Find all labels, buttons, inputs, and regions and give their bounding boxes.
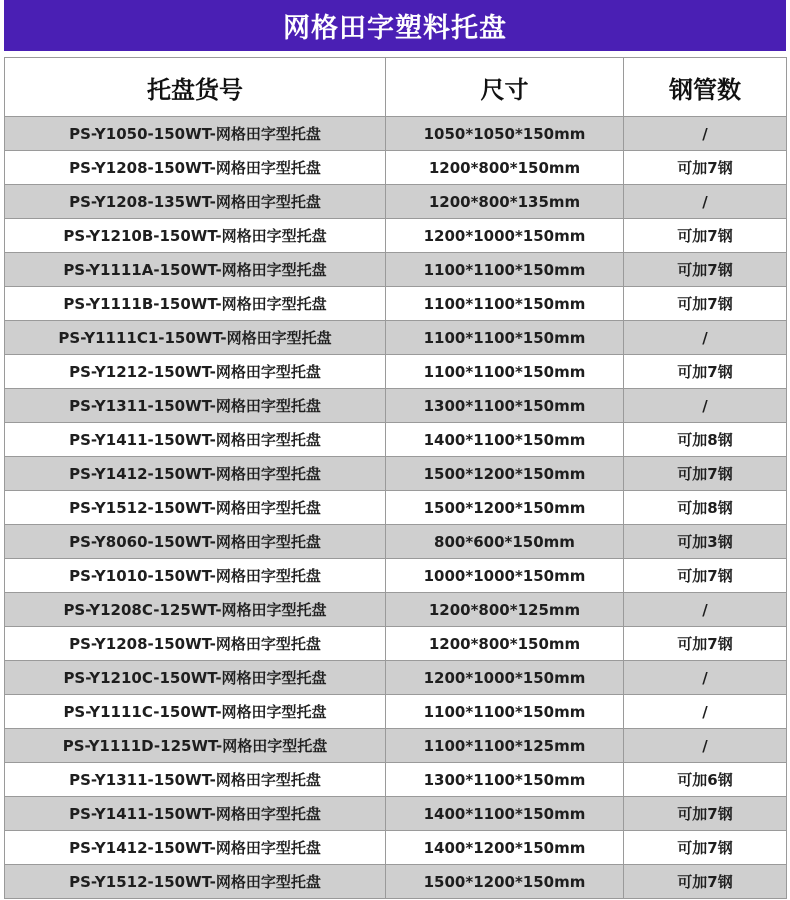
cell-size: 1400*1100*150mm <box>386 797 624 831</box>
cell-size: 1200*1000*150mm <box>386 219 624 253</box>
table-row <box>5 559 787 593</box>
column-header-model: 托盘货号 <box>5 58 386 117</box>
cell-size: 1300*1100*150mm <box>386 763 624 797</box>
cell-steel-tubes: / <box>624 695 787 729</box>
table-row <box>5 423 787 457</box>
cell-steel-tubes: 可加7钢 <box>624 287 787 321</box>
cell-steel-tubes: / <box>624 389 787 423</box>
cell-steel-tubes: / <box>624 321 787 355</box>
table-row <box>5 797 787 831</box>
cell-model: PS-Y1111D-125WT-网格田字型托盘 <box>5 729 386 763</box>
cell-size: 1050*1050*150mm <box>386 117 624 151</box>
cell-size: 1200*800*150mm <box>386 627 624 661</box>
cell-model: PS-Y1311-150WT-网格田字型托盘 <box>5 763 386 797</box>
cell-steel-tubes: 可加7钢 <box>624 627 787 661</box>
cell-steel-tubes: 可加7钢 <box>624 797 787 831</box>
cell-model: PS-Y1210C-150WT-网格田字型托盘 <box>5 661 386 695</box>
cell-size: 1200*800*125mm <box>386 593 624 627</box>
table-row <box>5 661 787 695</box>
cell-size: 1200*800*135mm <box>386 185 624 219</box>
cell-size: 1400*1200*150mm <box>386 831 624 865</box>
table-row <box>5 117 787 151</box>
cell-model: PS-Y1210B-150WT-网格田字型托盘 <box>5 219 386 253</box>
cell-size: 1100*1100*150mm <box>386 695 624 729</box>
cell-size: 1100*1100*150mm <box>386 287 624 321</box>
cell-steel-tubes: 可加7钢 <box>624 865 787 899</box>
cell-size: 1500*1200*150mm <box>386 491 624 525</box>
cell-model: PS-Y8060-150WT-网格田字型托盘 <box>5 525 386 559</box>
table-row <box>5 185 787 219</box>
table-body <box>5 117 787 899</box>
table-row <box>5 321 787 355</box>
cell-steel-tubes: 可加8钢 <box>624 423 787 457</box>
cell-steel-tubes: / <box>624 593 787 627</box>
table-row <box>5 763 787 797</box>
cell-size: 1100*1100*150mm <box>386 355 624 389</box>
cell-model: PS-Y1010-150WT-网格田字型托盘 <box>5 559 386 593</box>
table-row <box>5 729 787 763</box>
table-row <box>5 831 787 865</box>
cell-model: PS-Y1208-150WT-网格田字型托盘 <box>5 627 386 661</box>
cell-steel-tubes: 可加7钢 <box>624 219 787 253</box>
cell-model: PS-Y1311-150WT-网格田字型托盘 <box>5 389 386 423</box>
cell-steel-tubes: 可加7钢 <box>624 559 787 593</box>
table-row <box>5 219 787 253</box>
table-row <box>5 389 787 423</box>
table-row <box>5 355 787 389</box>
cell-model: PS-Y1411-150WT-网格田字型托盘 <box>5 423 386 457</box>
cell-size: 1100*1100*150mm <box>386 321 624 355</box>
cell-size: 1100*1100*125mm <box>386 729 624 763</box>
cell-size: 1000*1000*150mm <box>386 559 624 593</box>
cell-model: PS-Y1208-135WT-网格田字型托盘 <box>5 185 386 219</box>
cell-model: PS-Y1411-150WT-网格田字型托盘 <box>5 797 386 831</box>
cell-steel-tubes: 可加7钢 <box>624 253 787 287</box>
cell-steel-tubes: 可加3钢 <box>624 525 787 559</box>
table-row <box>5 457 787 491</box>
cell-model: PS-Y1208-150WT-网格田字型托盘 <box>5 151 386 185</box>
column-header-steel-tubes: 钢管数 <box>624 58 787 117</box>
cell-model: PS-Y1512-150WT-网格田字型托盘 <box>5 865 386 899</box>
cell-steel-tubes: / <box>624 185 787 219</box>
cell-model: PS-Y1212-150WT-网格田字型托盘 <box>5 355 386 389</box>
table-row <box>5 491 787 525</box>
cell-steel-tubes: / <box>624 117 787 151</box>
table-row <box>5 525 787 559</box>
title-banner <box>4 0 786 51</box>
table-row <box>5 695 787 729</box>
cell-model: PS-Y1111A-150WT-网格田字型托盘 <box>5 253 386 287</box>
table-row <box>5 627 787 661</box>
table-row <box>5 865 787 899</box>
cell-steel-tubes: 可加7钢 <box>624 151 787 185</box>
table-row <box>5 287 787 321</box>
cell-model: PS-Y1111C-150WT-网格田字型托盘 <box>5 695 386 729</box>
cell-steel-tubes: 可加7钢 <box>624 355 787 389</box>
cell-model: PS-Y1050-150WT-网格田字型托盘 <box>5 117 386 151</box>
cell-size: 1500*1200*150mm <box>386 457 624 491</box>
table-row <box>5 593 787 627</box>
cell-size: 1200*1000*150mm <box>386 661 624 695</box>
pallet-spec-table <box>4 57 787 899</box>
cell-model: PS-Y1412-150WT-网格田字型托盘 <box>5 831 386 865</box>
cell-model: PS-Y1111B-150WT-网格田字型托盘 <box>5 287 386 321</box>
column-header-size: 尺寸 <box>386 58 624 117</box>
cell-size: 1100*1100*150mm <box>386 253 624 287</box>
cell-model: PS-Y1512-150WT-网格田字型托盘 <box>5 491 386 525</box>
cell-steel-tubes: / <box>624 729 787 763</box>
cell-steel-tubes: / <box>624 661 787 695</box>
cell-steel-tubes: 可加6钢 <box>624 763 787 797</box>
cell-model: PS-Y1111C1-150WT-网格田字型托盘 <box>5 321 386 355</box>
cell-size: 1200*800*150mm <box>386 151 624 185</box>
table-header-row <box>5 58 787 117</box>
cell-size: 1400*1100*150mm <box>386 423 624 457</box>
cell-size: 800*600*150mm <box>386 525 624 559</box>
cell-model: PS-Y1412-150WT-网格田字型托盘 <box>5 457 386 491</box>
cell-model: PS-Y1208C-125WT-网格田字型托盘 <box>5 593 386 627</box>
cell-size: 1500*1200*150mm <box>386 865 624 899</box>
table-row <box>5 151 787 185</box>
cell-steel-tubes: 可加7钢 <box>624 457 787 491</box>
table-row <box>5 253 787 287</box>
cell-steel-tubes: 可加7钢 <box>624 831 787 865</box>
cell-steel-tubes: 可加8钢 <box>624 491 787 525</box>
page-title: 网格田字塑料托盘 <box>283 13 507 44</box>
cell-size: 1300*1100*150mm <box>386 389 624 423</box>
